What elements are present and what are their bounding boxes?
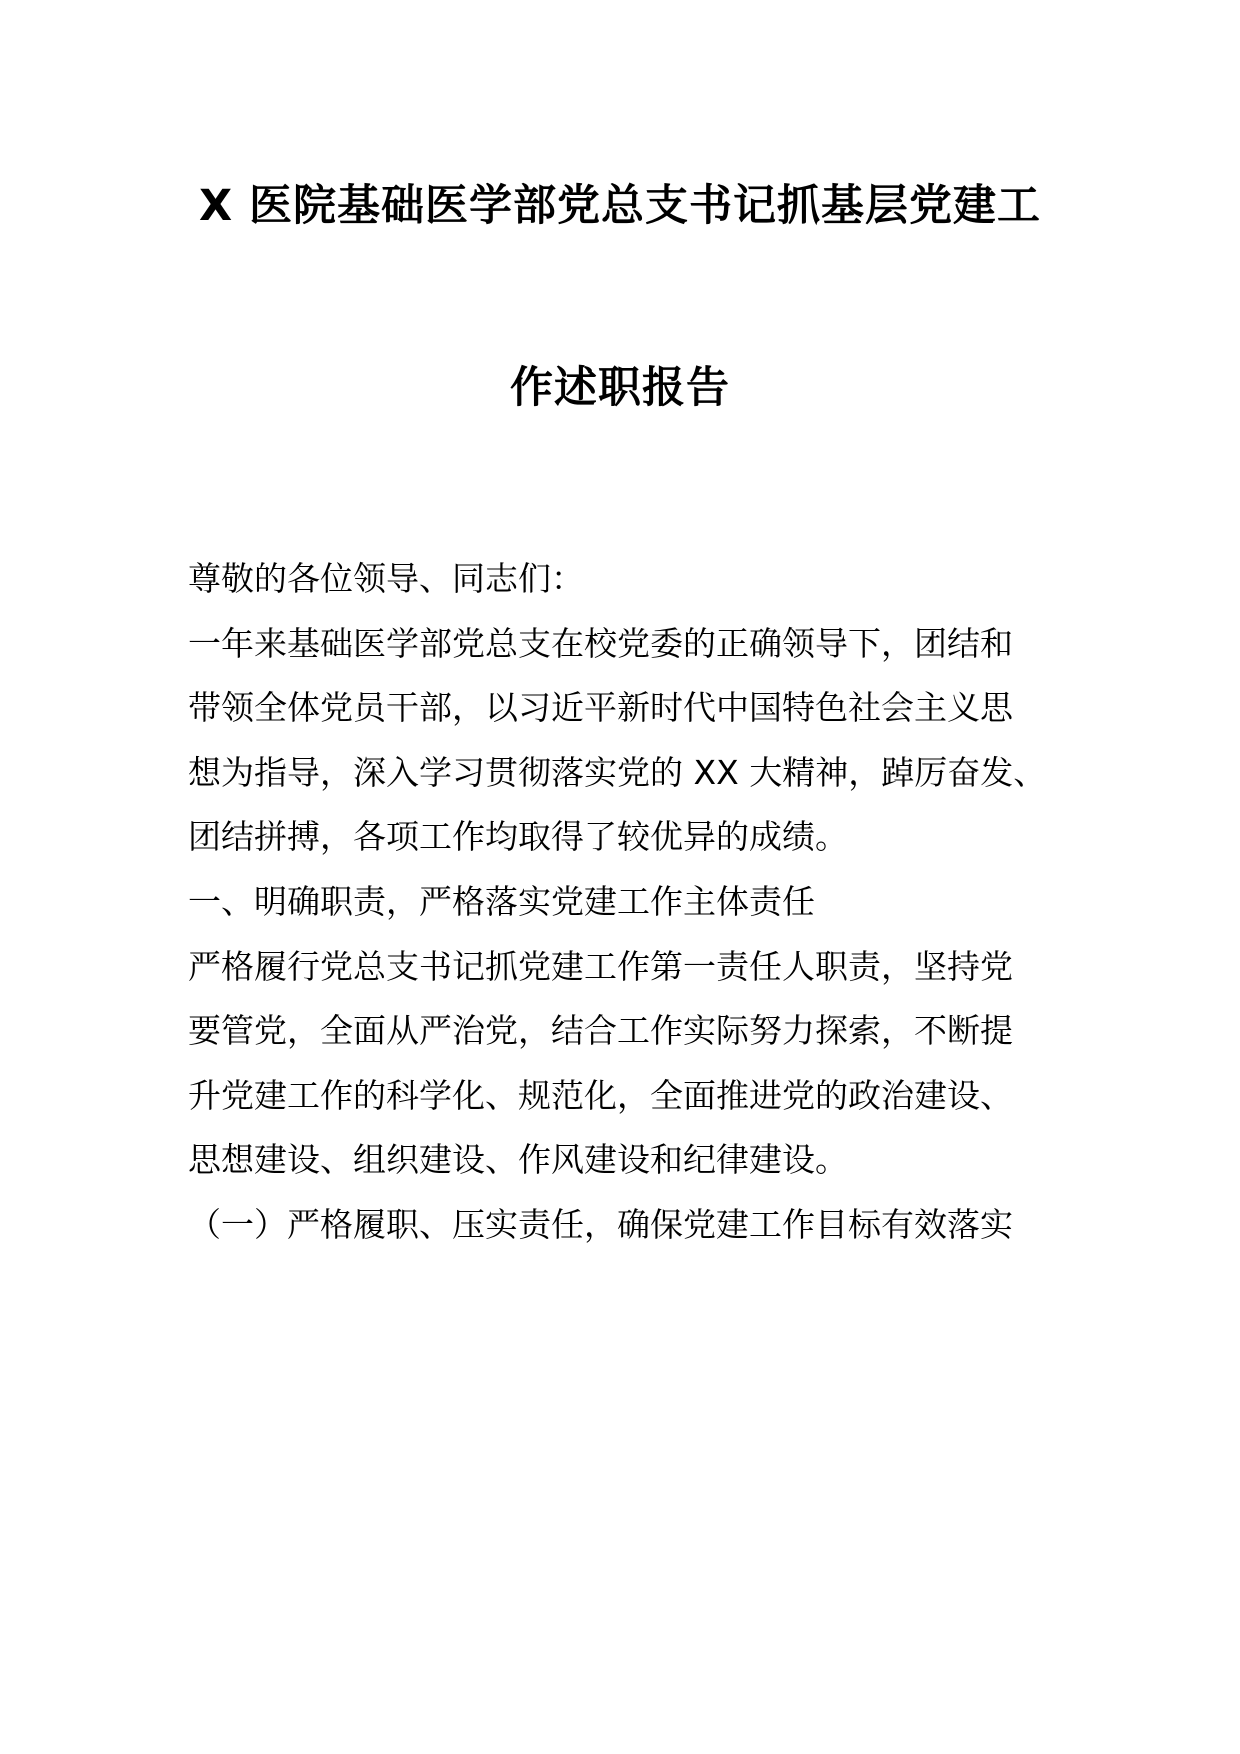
document-title-line-1: X 医院基础医学部党总支书记抓基层党建工 (198, 181, 1042, 231)
paragraph-line: 想为指导，深入学习贯彻落实党的 XX 大精神，踔厉奋发、 (188, 752, 1047, 792)
paragraph-line: 一年来基础医学部党总支在校党委的正确领导下，团结和 (188, 623, 1013, 663)
paragraph-line: 要管党，全面从严治党，结合工作实际努力探索，不断提 (188, 1011, 1013, 1051)
section-heading-1: 一、明确职责，严格落实党建工作主体责任 (188, 881, 815, 921)
document-body (188, 547, 1068, 1258)
subsection-heading-1: （一）严格履职、压实责任，确保党建工作目标有效落实 (188, 1204, 1013, 1244)
paragraph-line: 团结拼搏，各项工作均取得了较优异的成绩。 (188, 817, 848, 857)
paragraph-line: 严格履行党总支书记抓党建工作第一责任人职责，坚持党 (188, 946, 1013, 986)
salutation-line: 尊敬的各位领导、同志们： (188, 559, 584, 598)
document-title-line-2: 作述职报告 (510, 363, 730, 413)
paragraph-line: 升党建工作的科学化、规范化，全面推进党的政治建设、 (188, 1075, 1013, 1115)
paragraph-line: 思想建设、组织建设、作风建设和纪律建设。 (188, 1140, 848, 1180)
paragraph-line: 带领全体党员干部，以习近平新时代中国特色社会主义思 (188, 688, 1013, 728)
